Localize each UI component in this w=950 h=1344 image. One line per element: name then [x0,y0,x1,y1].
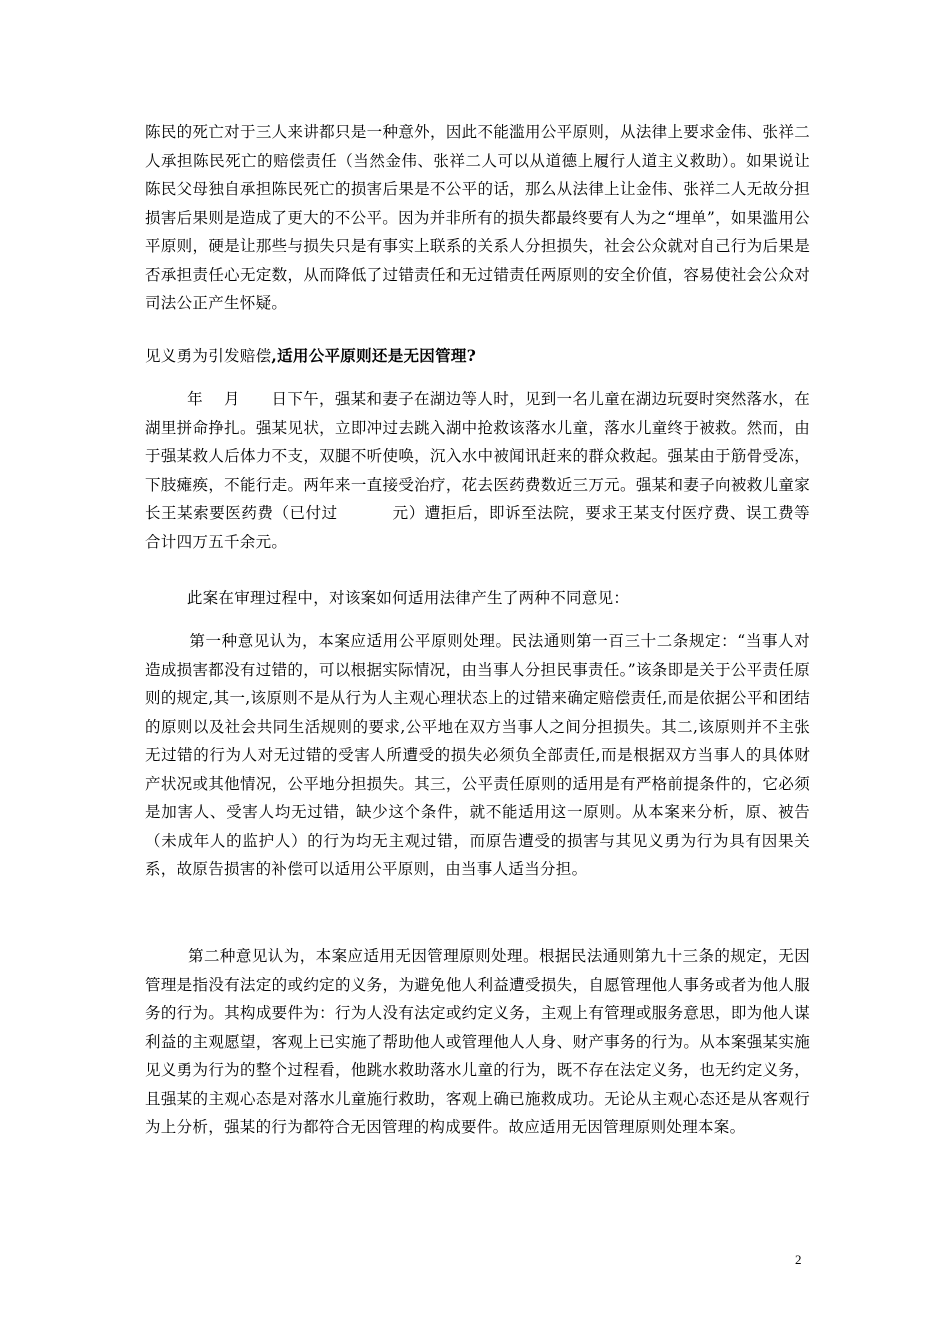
paragraph-fairness-abuse: 陈民的死亡对于三人来讲都只是一种意外，因此不能滥用公平原则，从法律上要求金伟、张祥二人承担陈民死亡的赔偿责任（当然金伟、张祥二人可以从道德上履行人道主义救助）。如果说让陈民父母独自承担陈民死亡的损害后果是不公平的话，那么从法律上让金伟、张祥二人无故分担损害后果则是造成了更大的不公平。因为并非所有的损失都最终要有人为之“埋单”，如果滥用公平原则，硬是让那些与损失只是有事实上联系的关系人分担损失，社会公众就对自己行为后果是否承担责任心无定数，从而降低了过错责任和无过错责任两原则的安全价值，容易使社会公众对司法公正产生怀疑。 [145,123,810,312]
section-heading [145,342,810,371]
section-heading-question: ,适用公平原则还是无因管理? [271,346,477,365]
section-heading-main: 见义勇为引发赔偿 [145,347,272,365]
paragraph-case-facts: 年 月 日下午，强某和妻子在湖边等人时，见到一名儿童在湖边玩耍时突然落水，在湖里拼命挣扎。强某见状，立即冲过去跳入湖中抢救该落水儿童，落水儿童终于被救。然而，由于强某救人后体力不支，双腿不听使唤，沉入水中被闻讯赶来的群众救起。强某由于筋骨受冻，下肢瘫痪，不能行走。两年来一直接受治疗，花去医药费数近三万元。强某和妻子向被救儿童家长王某索要医药费（已付过 元）遭拒后，即诉至法院，要求王某支付医疗费、误工费等合计四万五千余元。 [145,390,810,551]
paragraph-first-opinion: 第一种意见认为，本案应适用公平原则处理。民法通则第一百三十二条规定：“当事人对造成损害都没有过错的，可以根据实际情况，由当事人分担民事责任。”该条即是关于公平责任原则的规定,其一,该原则不是从行为人主观心理状态上的过错来确定赔偿责任,而是依据公平和团结的原则以及社会共同生活规则的要求,公平地在双方当事人之间分担损失。其二,该原则并不主张无过错的行为人对无过错的受害人所遭受的损失必须负全部责任,而是根据双方当事人的具体财产状况或其他情况，公平地分担损失。其三，公平责任原则的适用是有严格前提条件的，它必须是加害人、受害人均无过错，缺少这个条件，就不能适用这一原则。从本案来分析，原、被告（未成年人的监护人）的行为均无主观过错，而原告遭受的损害与其见义勇为行为具有因果关系，故原告损害的补偿可以适用公平原则，由当事人适当分担。 [145,632,810,878]
paragraph-second-opinion: 第二种意见认为，本案应适用无因管理原则处理。根据民法通则第九十三条的规定，无因管理是指没有法定的或约定的义务，为避免他人利益遭受损失，自愿管理他人事务或者为他人服务的行为。其构成要件为：行为人没有法定或约定义务，主观上有管理或服务意思，即为他人谋利益的主观愿望，客观上已实施了帮助他人或管理他人人身、财产事务的行为。从本案强某实施见义勇为行为的整个过程看，他跳水救助落水儿童的行为，既不存在法定义务，也无约定义务，且强某的主观心态是对落水儿童施行救助，客观上确已施救成功。无论从主观心态还是从客观行为上分析，强某的行为都符合无因管理的构成要件。故应适用无因管理原则处理本案。 [145,947,810,1136]
paragraph-two-opinions-intro: 此案在审理过程中，对该案如何适用法律产生了两种不同意见： [145,589,630,607]
page-number: 2 [795,1252,802,1267]
